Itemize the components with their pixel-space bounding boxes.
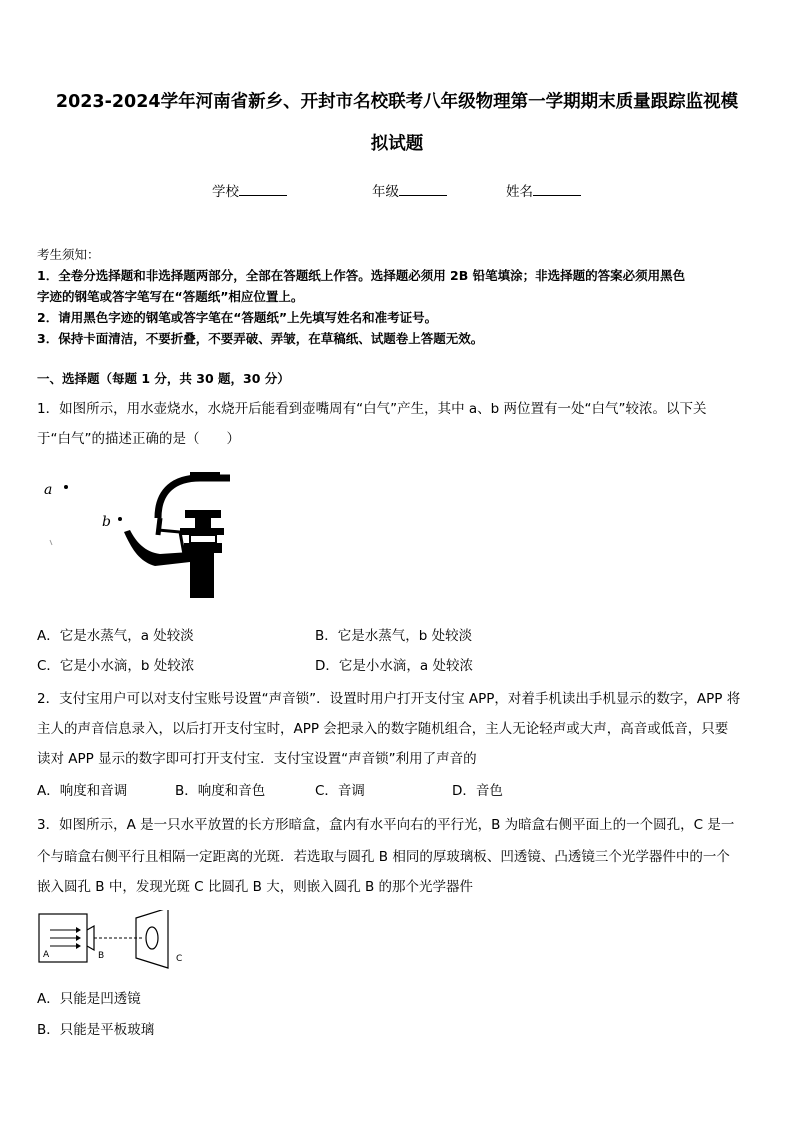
q2-text: 主人的声音信息录入，以后打开支付宝时，APP 会把录入的数字随机组合，主人无论轻声或大声，高音或低音，只要 xyxy=(37,721,729,737)
grade-field xyxy=(372,180,447,200)
q2-text: 2．支付宝用户可以对支付宝账号设置“声音锁”．设置时用户打开支付宝 APP，对着手机读出手机显示的数字，APP 将 xyxy=(37,691,741,707)
label-b: b xyxy=(102,514,111,530)
q2-text: 读对 APP 显示的数字即可打开支付宝．支付宝设置“声音锁”利用了声音的 xyxy=(37,751,477,767)
notice-heading: 考生须知： xyxy=(37,247,100,262)
label-b: B xyxy=(98,951,105,961)
q1-option-b[interactable]: B．它是水蒸气，b 处较淡 xyxy=(315,628,473,644)
school-blank xyxy=(239,183,287,196)
label-a: a xyxy=(44,482,53,498)
name-blank xyxy=(533,183,581,196)
school-label: 学校 xyxy=(212,184,239,200)
label-c: C xyxy=(176,954,183,964)
notice-item: 1．全卷分选择题和非选择题两部分，全部在答题纸上作答。选择题必须用 2B 铅笔填涂；非选择题的答案必须用黑色 xyxy=(37,268,686,283)
q2-option-c[interactable]: C．音调 xyxy=(315,783,365,799)
exam-title-line1: 2023-2024学年河南省新乡、开封市名校联考八年级物理第一学期期末质量跟踪监视模 xyxy=(55,92,739,112)
grade-label: 年级 xyxy=(372,184,399,200)
q1-option-d[interactable]: D．它是小水滴，a 处较浓 xyxy=(315,658,473,674)
q2-option-a[interactable]: A．响度和音调 xyxy=(37,783,128,799)
light-box-figure xyxy=(36,910,196,970)
q3-option-a[interactable]: A．只能是凹透镜 xyxy=(37,991,141,1007)
q2-option-b[interactable]: B．响度和音色 xyxy=(175,783,266,799)
school-field xyxy=(212,180,287,200)
notice-item: 3．保持卡面清洁，不要折叠，不要弄破、弄皱，在草稿纸、试题卷上答题无效。 xyxy=(37,331,484,346)
q3-text: 个与暗盒右侧平行且相隔一定距离的光斑．若选取与圆孔 B 相同的厚玻璃板、凹透镜、凸透镜三个光学器件中的一个 xyxy=(37,849,730,865)
label-a: A xyxy=(43,950,50,960)
grade-blank xyxy=(399,183,447,196)
q1-option-c[interactable]: C．它是小水滴，b 处较浓 xyxy=(37,658,195,674)
name-label: 姓名 xyxy=(506,184,533,200)
q1-text: 于“白气”的描述正确的是（ ） xyxy=(37,431,240,447)
q3-option-b[interactable]: B．只能是平板玻璃 xyxy=(37,1022,155,1038)
q2-option-d[interactable]: D．音色 xyxy=(452,783,503,799)
q1-option-a[interactable]: A．它是水蒸气，a 处较淡 xyxy=(37,628,194,644)
notice-item: 字迹的钢笔或答字笔写在“答题纸”相应位置上。 xyxy=(37,289,304,304)
q1-text: 1．如图所示，用水壶烧水，水烧开后能看到壶嘴周有“白气”产生，其中 a、b 两位置有一处“白气”较浓。以下关 xyxy=(37,401,707,417)
section-heading: 一、选择题（每题 1 分，共 30 题，30 分） xyxy=(37,371,290,386)
q3-text: 3．如图所示，A 是一只水平放置的长方形暗盒，盒内有水平向右的平行光，B 为暗盒右侧平面上的一个圆孔，C 是一 xyxy=(37,817,735,833)
kettle-figure xyxy=(40,470,250,600)
exam-title-line2: 拟试题 xyxy=(370,134,424,154)
notice-item: 2．请用黑色字迹的钢笔或答字笔在“答题纸”上先填写姓名和准考证号。 xyxy=(37,310,438,325)
q3-text: 嵌入圆孔 B 中，发现光斑 C 比圆孔 B 大，则嵌入圆孔 B 的那个光学器件 xyxy=(37,879,474,895)
name-field xyxy=(506,180,581,200)
